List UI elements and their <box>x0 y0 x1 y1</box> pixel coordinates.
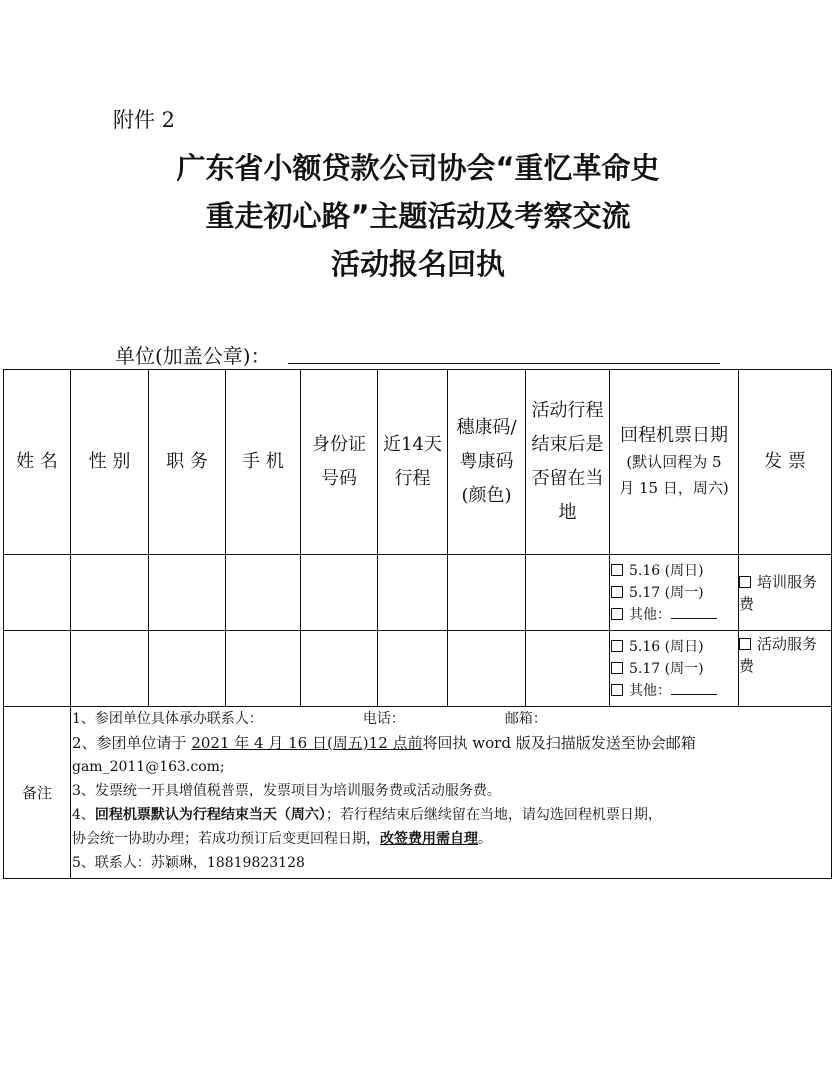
note-3: 3、发票统一开具增值税普票，发票项目为培训服务费或活动服务费。 <box>72 783 501 799</box>
deadline: 2021 年 4 月 16 日(周五)12 点前 <box>191 734 423 752</box>
header-invoice: 发 票 <box>739 370 832 555</box>
note-4: 4、回程机票默认为行程结束当天（周六）；若行程结束后继续留在当地，请勾选回程机票日期， <box>72 807 662 823</box>
checkbox[interactable] <box>611 640 623 652</box>
checkbox[interactable] <box>611 608 623 620</box>
other-blank[interactable] <box>671 606 717 619</box>
invoice-option[interactable]: 活动服务费 <box>739 635 818 675</box>
unit-label: 单位(加盖公章)： <box>115 344 271 368</box>
invoice-option[interactable]: 培训服务费 <box>739 572 818 613</box>
cell-id[interactable] <box>301 631 378 707</box>
cell-invoice <box>739 555 832 631</box>
ticket-option-other[interactable]: 其他： <box>611 604 738 626</box>
checkbox[interactable] <box>739 576 751 588</box>
cell-position[interactable] <box>149 631 226 707</box>
cell-invoice <box>739 631 832 707</box>
cell-gender[interactable] <box>71 631 149 707</box>
cell-gender[interactable] <box>71 555 149 631</box>
cell-id[interactable] <box>301 555 378 631</box>
checkbox[interactable] <box>611 662 623 674</box>
header-position: 职 务 <box>149 370 226 555</box>
note-1: 1、参团单位具体承办联系人： 电话： 邮箱： <box>72 711 547 727</box>
header-id: 身份证 号码 <box>301 370 378 555</box>
header-gender: 性 别 <box>71 370 149 555</box>
cell-phone[interactable] <box>226 555 301 631</box>
cell-stay[interactable] <box>526 631 610 707</box>
header-trip: 近14天 行程 <box>378 370 448 555</box>
cell-health-code[interactable] <box>448 555 526 631</box>
doc-title-line-2: 重走初心路”主题活动及考察交流 <box>205 199 631 233</box>
ticket-option-1[interactable]: 5.16 (周日) <box>611 636 738 658</box>
checkbox[interactable] <box>611 564 623 576</box>
note-5: 5、联系人：苏颖琳，18819823128 <box>72 855 305 871</box>
ticket-option-1[interactable]: 5.16 (周日) <box>611 560 738 582</box>
header-health-code: 穗康码/ 粤康码 (颜色) <box>448 370 526 555</box>
cell-name[interactable] <box>4 631 71 707</box>
ticket-option-2[interactable]: 5.17 (周一) <box>611 658 738 680</box>
cell-phone[interactable] <box>226 631 301 707</box>
doc-title-line-1: 广东省小额贷款公司协会“重忆革命史 <box>176 151 660 185</box>
checkbox[interactable] <box>739 638 751 650</box>
notes-row <box>4 707 832 879</box>
cell-name[interactable] <box>4 555 71 631</box>
cell-health-code[interactable] <box>448 631 526 707</box>
checkbox[interactable] <box>611 684 623 696</box>
table-row <box>4 555 832 631</box>
ticket-option-2[interactable]: 5.17 (周一) <box>611 582 738 604</box>
cell-stay[interactable] <box>526 555 610 631</box>
cell-trip[interactable] <box>378 631 448 707</box>
registration-table <box>3 369 832 879</box>
table-row <box>4 631 832 707</box>
header-row <box>4 370 832 555</box>
note-2: 2、参团单位请于 2021 年 4 月 16 日(周五)12 点前将回执 word 版及扫描版发送至协会邮箱 <box>72 734 696 752</box>
ticket-option-other[interactable]: 其他： <box>611 680 738 702</box>
header-name: 姓 名 <box>4 370 71 555</box>
other-blank[interactable] <box>671 682 717 695</box>
note-2-email: gam_2011@163.com; <box>72 759 225 775</box>
header-phone: 手 机 <box>226 370 301 555</box>
checkbox[interactable] <box>611 586 623 598</box>
note-4-cont: 协会统一协助办理；若成功预订后变更回程日期，改签费用需自理。 <box>72 831 492 847</box>
notes-content <box>71 707 832 879</box>
header-stay: 活动行程 结束后是 否留在当 地 <box>526 370 610 555</box>
unit-blank-line <box>288 363 720 364</box>
cell-trip[interactable] <box>378 555 448 631</box>
cell-return-ticket <box>610 631 739 707</box>
attachment-label: 附件 2 <box>113 108 176 132</box>
notes-label: 备注 <box>4 707 71 879</box>
cell-return-ticket <box>610 555 739 631</box>
doc-title-line-3: 活动报名回执 <box>330 247 505 281</box>
cell-position[interactable] <box>149 555 226 631</box>
header-return-ticket: 回程机票日期 (默认回程为 5 月 15 日，周六) <box>610 370 739 555</box>
